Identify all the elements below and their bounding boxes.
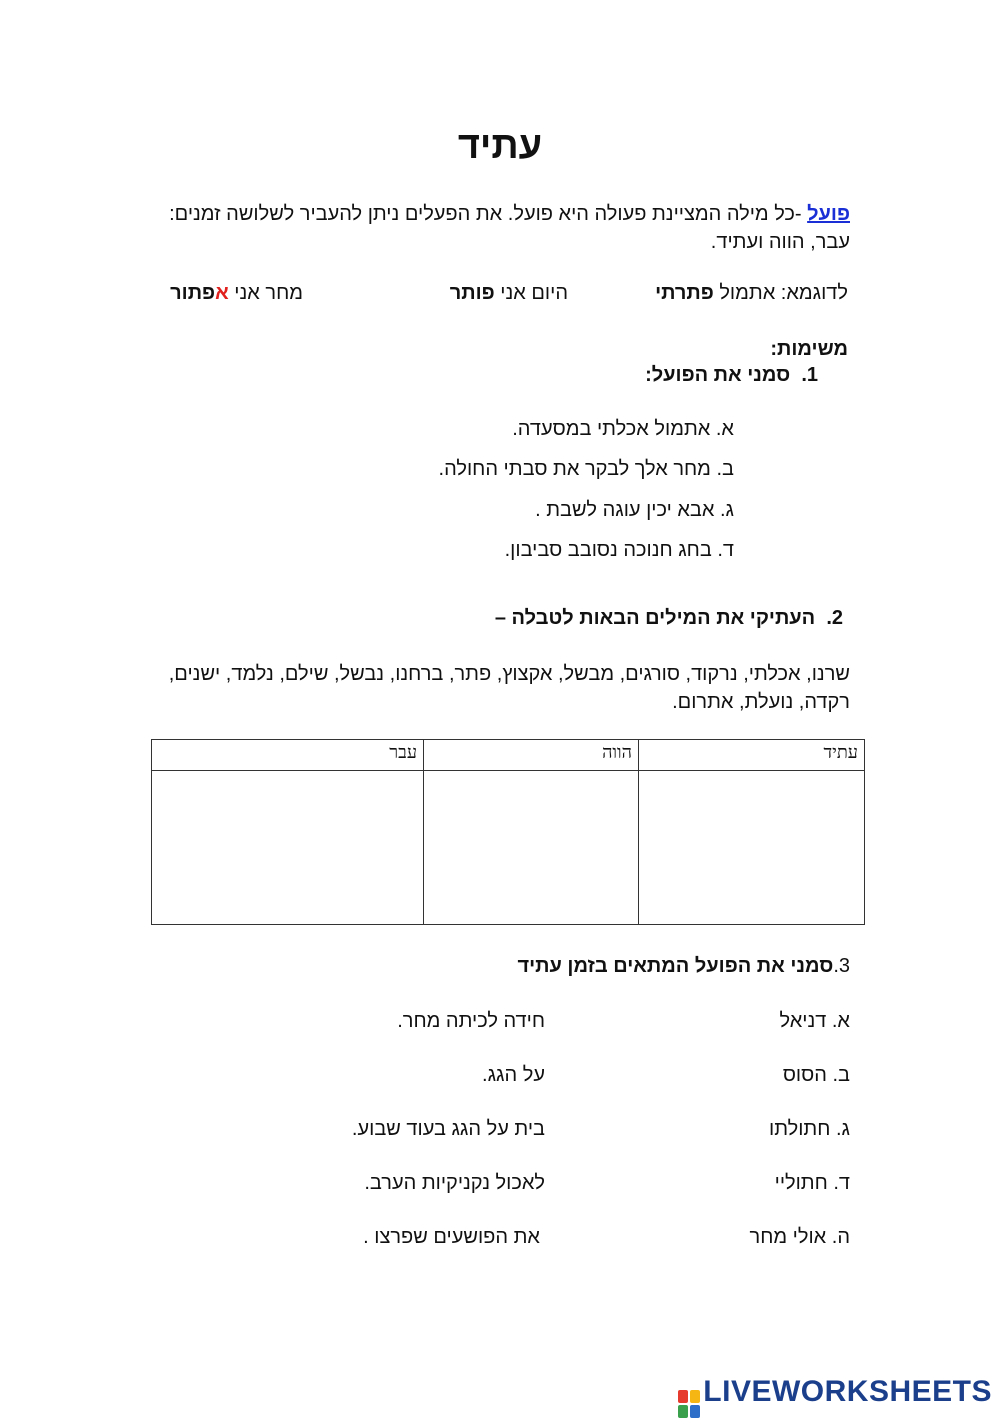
q1-item[interactable]: ג. אבא יכין עוגה לשבת .	[535, 499, 734, 521]
q3-row-subject: ג. חתולתו	[769, 1118, 850, 1140]
logo-text: LIVEWORKSHEETS	[703, 1375, 992, 1408]
future-answer-cell[interactable]	[639, 771, 865, 925]
q3-row-subject: ה. אולי מחר	[749, 1226, 850, 1248]
q3-row-subject: ב. הסוס	[782, 1064, 850, 1086]
example-label: לדוגמא: אתמול	[713, 282, 848, 304]
example-future	[170, 282, 303, 305]
liveworksheets-logo	[678, 1375, 992, 1418]
tense-table	[151, 739, 865, 925]
intro-paragraph	[150, 200, 850, 256]
q3-row-subject: א. דניאל	[779, 1010, 850, 1032]
q1-item[interactable]: א. אתמול אכלתי במסעדה.	[512, 418, 734, 440]
q3-heading	[517, 955, 850, 978]
q2-word-list: שרנו, אכלתי, נרקוד, סורגים, מבשל, אקצוץ, פתר, ברחנו, נבשל, שילם, נלמד, ישנים, רקדה, נועלת, אתרום.	[168, 663, 850, 713]
intro-text: -כל מילה המציינת פעולה היא פועל. את הפעלים ניתן להעביר לשלושה זמנים: עבר, הווה ועתיד.	[169, 203, 850, 253]
table-header-present: הווה	[424, 740, 639, 771]
q3-number: 3.	[833, 955, 850, 977]
q2-title: העתיקי את המילים הבאות לטבלה –	[494, 607, 816, 629]
table-header-past: עבר	[152, 740, 424, 771]
example-past	[655, 282, 848, 305]
example-past-word: פתרתי	[655, 282, 714, 304]
example-present-word: פותר	[449, 282, 495, 304]
tasks-heading: משימות:	[770, 338, 848, 360]
logo-blocks-icon	[678, 1390, 700, 1418]
q3-row-rest: על הגג.	[482, 1064, 545, 1086]
q3-row-subject: ד. חתוליי	[774, 1172, 850, 1194]
q1-heading	[645, 364, 818, 387]
example-future-red-letter: א	[215, 282, 229, 304]
intro-keyword-link[interactable]: פועל	[807, 203, 850, 225]
page-title: עתיד	[457, 125, 543, 167]
q2-number: 2.	[826, 607, 843, 629]
present-answer-cell[interactable]	[424, 771, 639, 925]
example-future-word: פתור	[170, 282, 216, 304]
table-header-future: עתיד	[639, 740, 865, 771]
q1-item[interactable]: ד. בחג חנוכה נסובב סביבון.	[504, 539, 734, 561]
example-future-prefix: מחר אני	[228, 282, 303, 304]
q3-row-rest: לאכול נקניקיות הערב.	[364, 1172, 545, 1194]
q1-title: סמני את הפועל:	[645, 364, 791, 386]
q3-title: סמני את הפועל המתאים בזמן עתיד	[517, 955, 834, 977]
q3-row-rest: בית על הגג בעוד שבוע.	[351, 1118, 545, 1140]
past-answer-cell[interactable]	[152, 771, 424, 925]
q1-item[interactable]: ב. מחר אלך לבקר את סבתי החולה.	[438, 458, 734, 480]
example-present	[450, 282, 568, 305]
example-present-prefix: היום אני	[494, 282, 568, 304]
q3-row-rest: את הפושעים שפרצו .	[363, 1226, 540, 1248]
q1-number: 1.	[801, 364, 818, 386]
q3-row-rest: חידה לכיתה מחר.	[397, 1010, 545, 1032]
q2-heading	[495, 607, 843, 630]
